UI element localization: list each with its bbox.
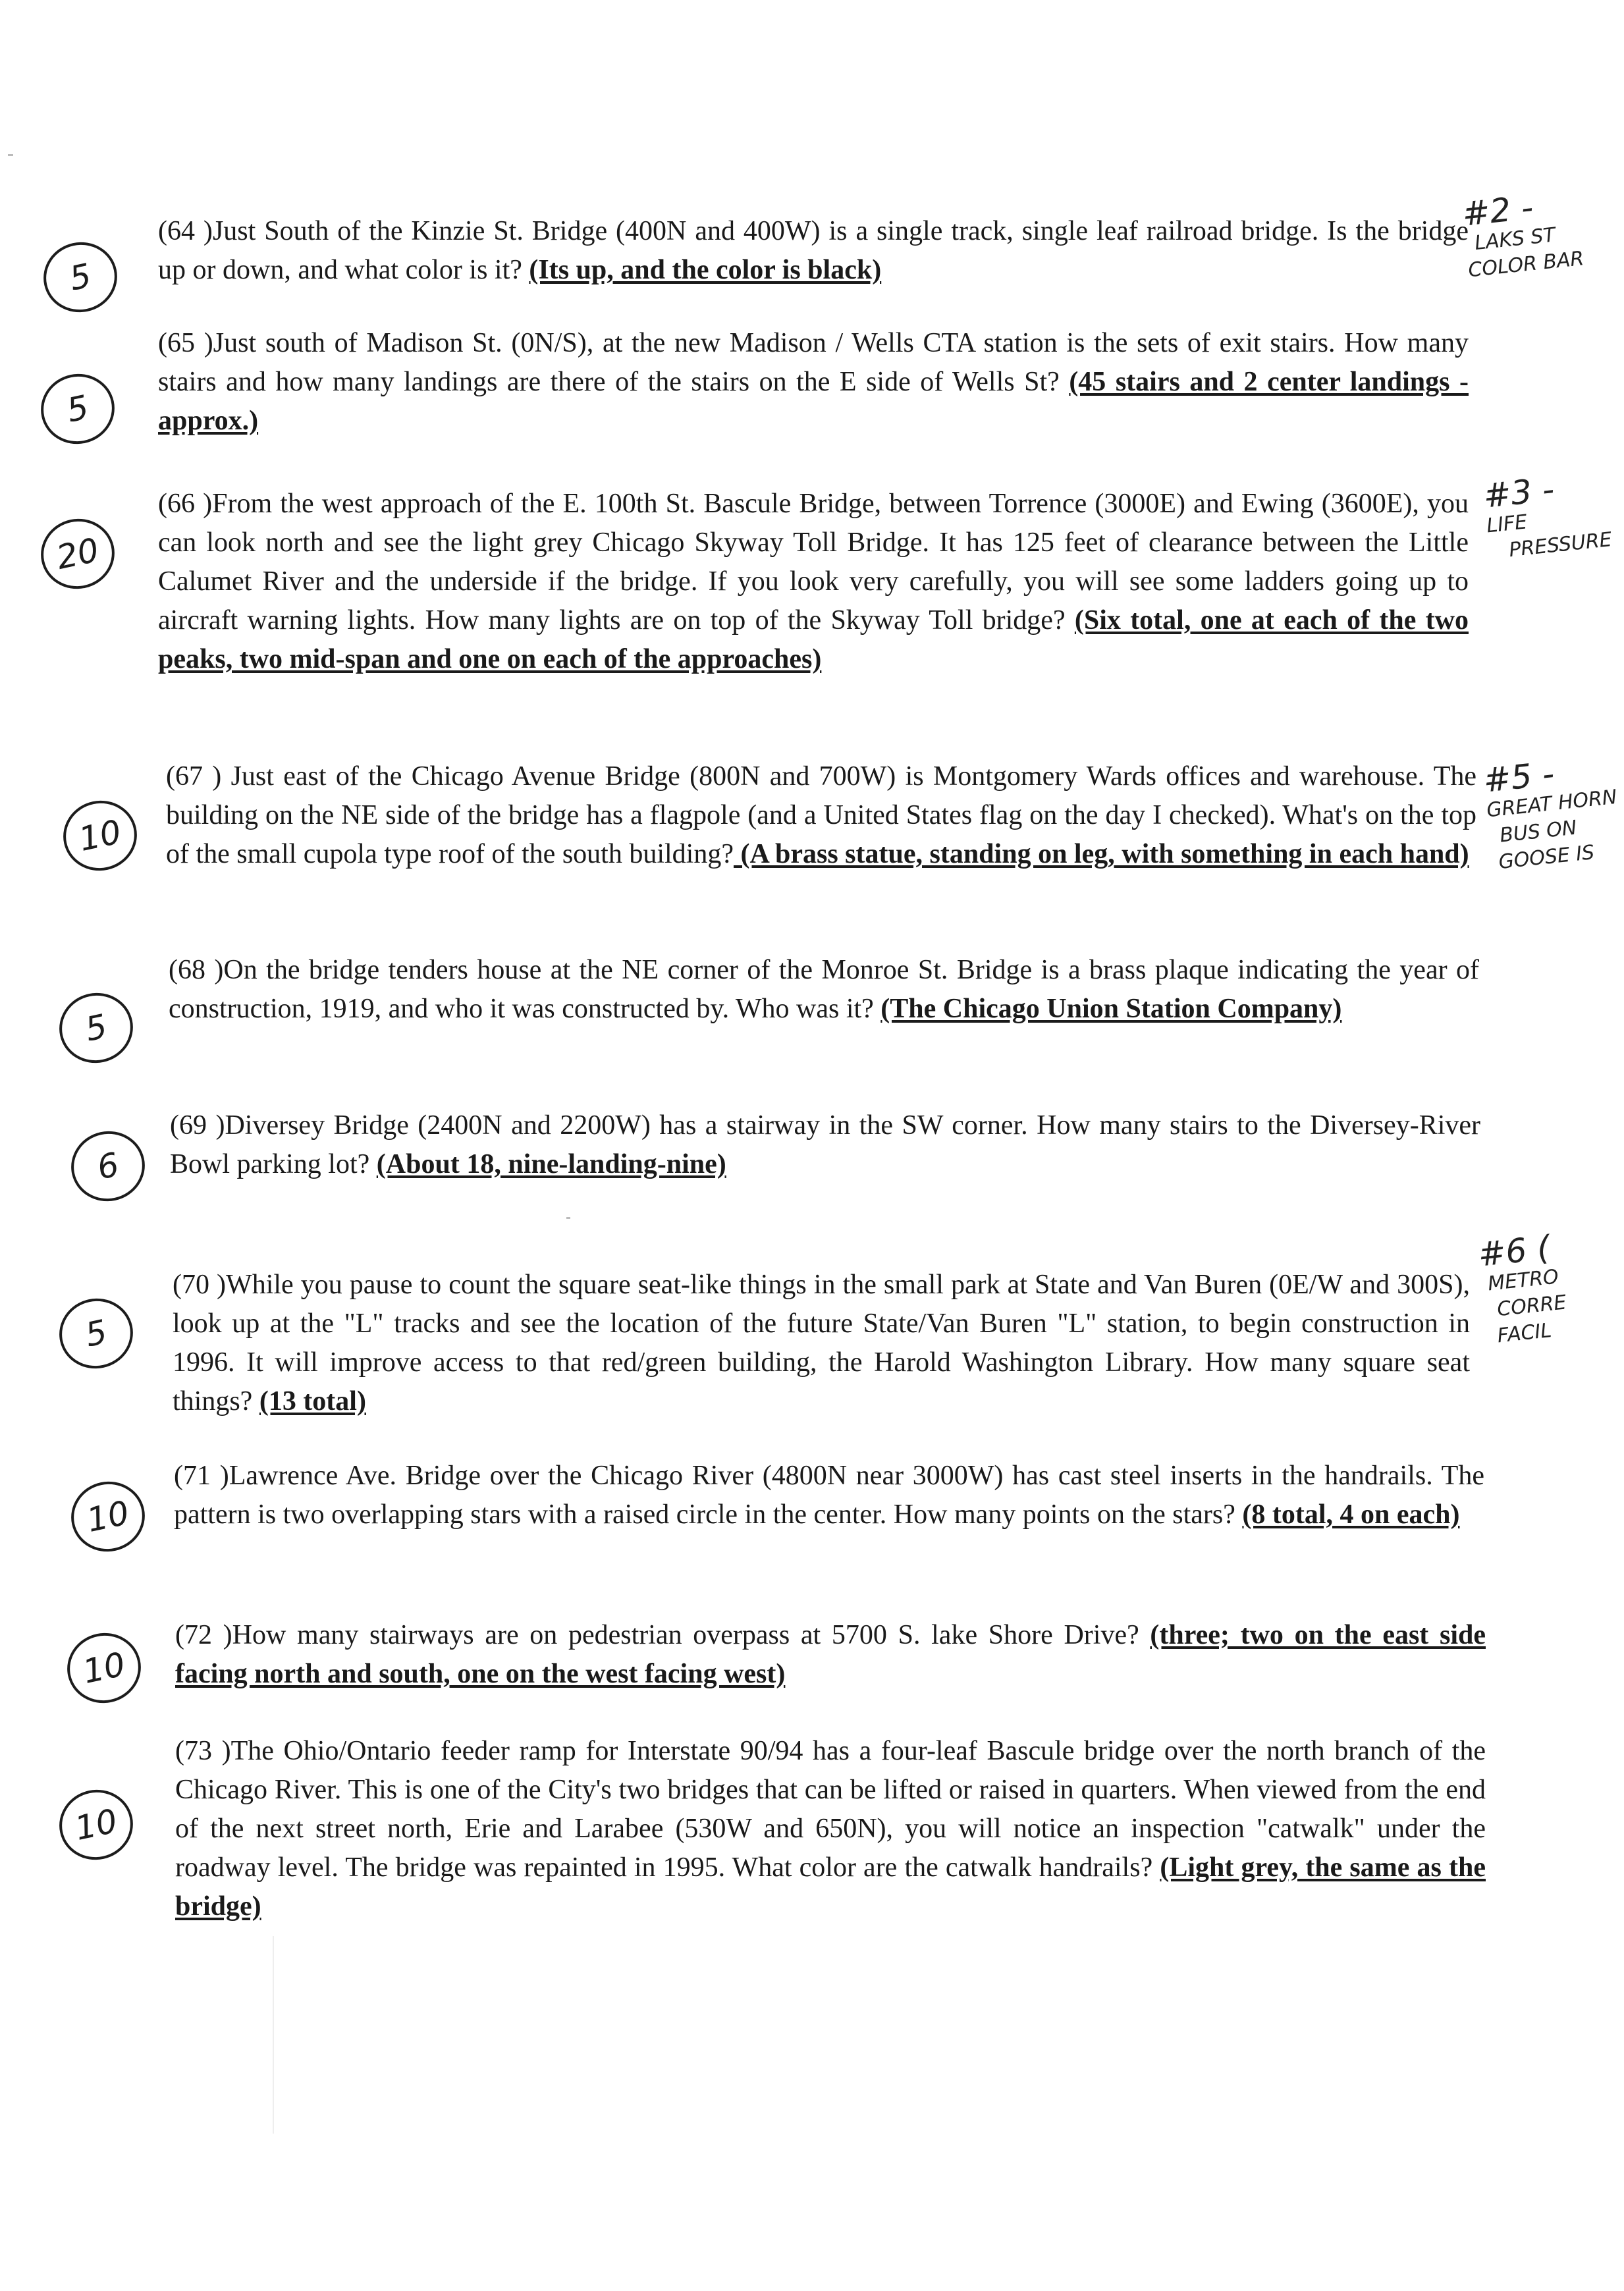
score-circle-q66	[34, 512, 121, 596]
question-text: Diversey Bridge (2400N and 2200W) has a stairway in the SW corner. How many stairs to the Diversey-River Bowl parking lot?	[170, 1110, 1480, 1179]
note-line: GREAT HORN	[1485, 785, 1618, 822]
question-text: On the bridge tenders house at the NE corner of the Monroe St. Bridge is a brass plaque indicating the year of construction, 1919, and who it was constructed by. Who was it?	[169, 955, 1479, 1024]
question-number: (68 )	[169, 955, 224, 985]
question-73	[175, 1732, 1486, 1926]
score-value: 6	[94, 1145, 122, 1187]
question-69	[170, 1106, 1480, 1184]
scan-fold-line	[273, 1936, 274, 2134]
note-line: PRESSURE	[1507, 527, 1613, 562]
note-main: #3 -	[1481, 470, 1556, 516]
question-number: (73 )	[175, 1736, 231, 1766]
score-value: 10	[71, 1802, 121, 1848]
answer: (About 18, nine-landing-nine)	[376, 1149, 726, 1179]
question-71	[174, 1457, 1484, 1534]
score-value: 5	[82, 1312, 111, 1355]
score-value: 20	[53, 531, 103, 577]
score-circle-q69	[65, 1125, 151, 1208]
question-text: Just south of Madison St. (0N/S), at the new Madison / Wells CTA station is the sets of exit stairs. How many stairs and how many landings are there of the stairs on the E side of Wells St?	[158, 328, 1469, 397]
score-circle-q68	[53, 986, 140, 1070]
note-main: #6 (	[1476, 1228, 1552, 1274]
question-number: (69 )	[170, 1110, 225, 1141]
question-text: From the west approach of the E. 100th St. Bascule Bridge, between Torrence (3000E) and Ewing (3600E), you can look north and see the light grey Chicago Skyway Toll Bridge. It has 125 feet of clearance between the Little Calumet River and the underside if the bridge. If you look very carefully, you will see some ladders going up to aircraft warning lights. How many lights are on top of the Skyway Toll bridge?	[158, 489, 1469, 635]
question-number: (65 )	[158, 328, 213, 358]
answer: (13 total)	[259, 1386, 366, 1416]
note-line: CORRE	[1496, 1291, 1568, 1322]
margin-note-3	[1482, 750, 1624, 876]
score-circle-q71	[65, 1475, 151, 1559]
note-main: #2 -	[1460, 188, 1535, 234]
answer: (45 stairs and 2 center landings - approx.)	[158, 367, 1469, 436]
score-value: 10	[75, 813, 125, 859]
answer: (A brass statue, standing on leg, with something in each hand)	[733, 839, 1469, 869]
question-65	[158, 324, 1469, 441]
score-value: 10	[83, 1494, 133, 1540]
margin-note-1	[1461, 186, 1585, 284]
question-number: (67 )	[166, 761, 231, 792]
question-text: Just east of the Chicago Avenue Bridge (800N and 700W) is Montgomery Wards offices and warehouse. The building on the NE side of the bridge has a flagpole (and a United States flag on the day I checked). What's on the top of the small cupola type roof of the south building?	[166, 761, 1476, 869]
score-value: 5	[82, 1007, 111, 1049]
question-68	[169, 951, 1479, 1029]
answer: (Six total, one at each of the two peaks, two mid-span and one on each of the approaches)	[158, 605, 1469, 674]
answer: (8 total, 4 on each)	[1242, 1499, 1460, 1530]
score-circle-q65	[34, 367, 121, 451]
score-circle-q67	[57, 794, 144, 878]
answer: (The Chicago Union Station Company)	[880, 994, 1342, 1024]
question-text: The Ohio/Ontario feeder ramp for Interstate 90/94 has a four-leaf Bascule bridge over the north branch of the Chicago River. This is one of the City's two bridges that can be lifted or raised in quarters. When viewed from the end of the next street north, Erie and Larabee (530W and 650N), you will notice an inspection "catwalk" under the roadway level. The bridge was repainted in 1995. What color are the catwalk handrails?	[175, 1736, 1486, 1883]
question-text: Lawrence Ave. Bridge over the Chicago River (4800N near 3000W) has cast steel inserts in the handrails. The pattern is two overlapping stars with a raised circle in the center. How many points on the stars?	[174, 1461, 1484, 1530]
margin-note-4	[1476, 1229, 1571, 1351]
score-circle-q70	[53, 1292, 140, 1376]
question-72	[175, 1616, 1486, 1694]
question-number: (70 )	[173, 1270, 227, 1300]
question-64	[158, 212, 1469, 290]
answer: (Light grey, the same as the bridge)	[175, 1852, 1486, 1922]
question-number: (72 )	[175, 1620, 232, 1650]
question-number: (66 )	[158, 489, 213, 519]
margin-note-2	[1482, 466, 1613, 566]
scan-speck	[8, 154, 13, 156]
question-number: (71 )	[174, 1461, 229, 1491]
scan-speck	[566, 1217, 570, 1219]
question-66	[158, 485, 1469, 679]
note-line: FACIL	[1496, 1318, 1553, 1348]
question-text: How many stairways are on pedestrian overpass at 5700 S. lake Shore Drive?	[232, 1620, 1150, 1650]
question-67	[166, 757, 1476, 874]
answer: (Its up, and the color is black)	[529, 255, 882, 285]
note-line: COLOR BAR	[1467, 247, 1585, 283]
answer: (three; two on the east side facing north and south, one on the west facing west)	[175, 1620, 1486, 1689]
score-value: 5	[66, 256, 95, 298]
note-line: GOOSE IS	[1497, 840, 1596, 875]
question-text: Just South of the Kinzie St. Bridge (400N and 400W) is a single track, single leaf railroad bridge. Is the bridge up or down, and what color is it?	[158, 216, 1469, 285]
note-line: LAKS ST	[1473, 223, 1557, 256]
score-value: 5	[63, 388, 92, 430]
question-70	[173, 1266, 1470, 1421]
note-line: METRO	[1486, 1265, 1560, 1296]
score-circle-q64	[37, 236, 124, 319]
question-text: While you pause to count the square seat-like things in the small park at State and Van Buren (0E/W and 300S), look up at the "L" tracks and see the location of the future State/Van Buren "L" station, to begin construction in 1996. It will improve access to that red/green building, the Harold Washington Library. How many square seat things?	[173, 1270, 1470, 1416]
note-line: LIFE	[1485, 510, 1529, 538]
question-number: (64 )	[158, 216, 213, 246]
note-main: #5 -	[1481, 754, 1556, 800]
score-circle-q73	[53, 1783, 140, 1867]
score-circle-q72	[61, 1627, 148, 1710]
score-value: 10	[79, 1645, 129, 1691]
note-line: BUS ON	[1498, 816, 1578, 848]
